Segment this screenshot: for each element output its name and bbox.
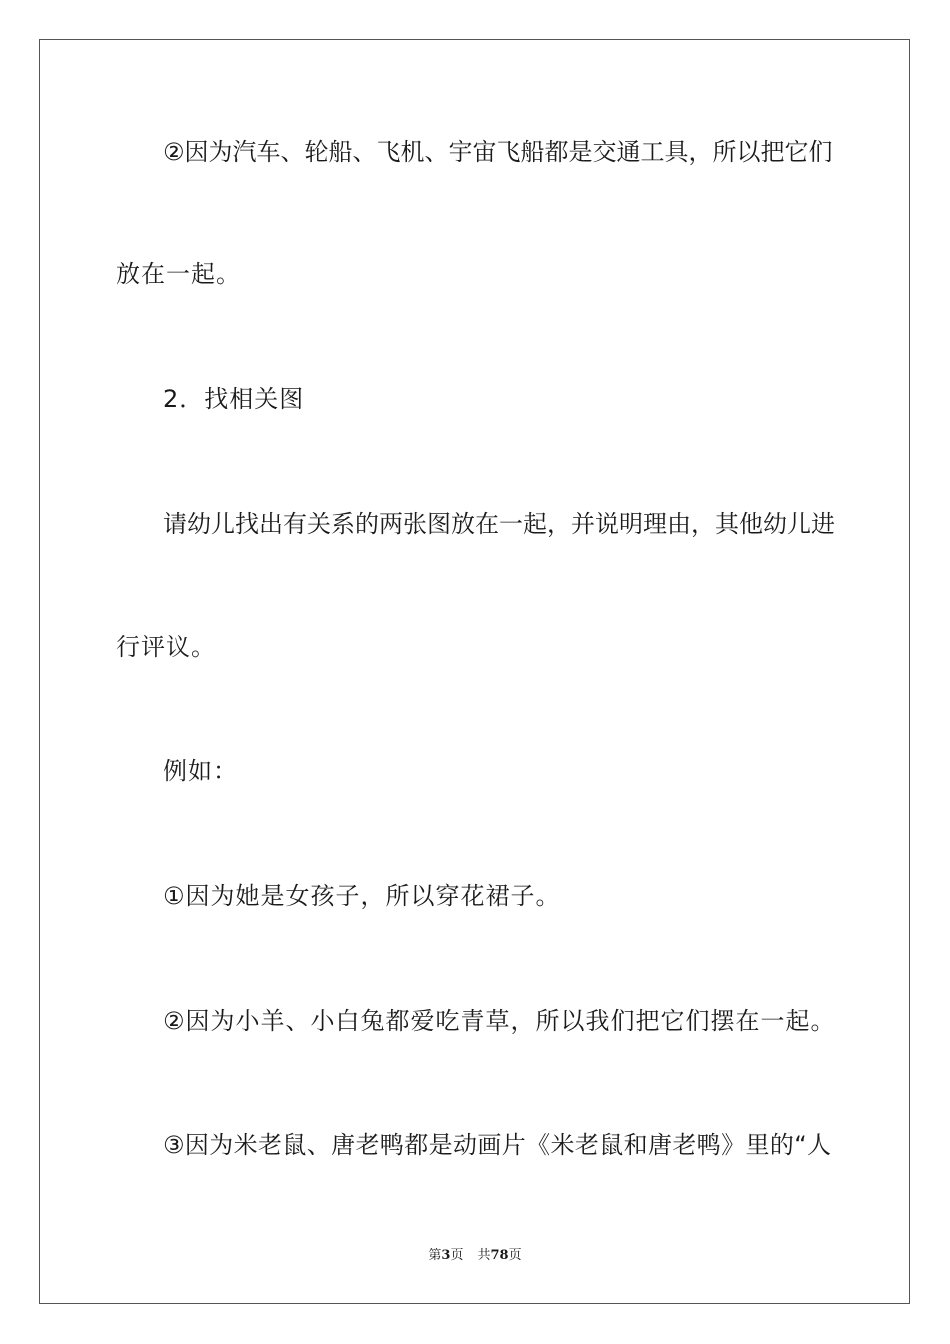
footer-total-number: 78 bbox=[490, 1248, 509, 1263]
page-footer bbox=[0, 1247, 950, 1265]
list-item: ②因为小羊、小白兔都爱吃青草，所以我们把它们摆在一起。 bbox=[163, 1007, 836, 1035]
footer-total-prefix: 共 bbox=[477, 1248, 491, 1263]
list-item: ③因为米老鼠、唐老鸭都是动画片《米老鼠和唐老鸭》里的“人 bbox=[163, 1131, 831, 1159]
paragraph-line: 放在一起。 bbox=[116, 260, 241, 288]
footer-page-suffix: 页 bbox=[450, 1248, 464, 1263]
section-heading: 2．找相关图 bbox=[163, 385, 305, 413]
paragraph-line: ②因为汽车、轮船、飞机、宇宙飞船都是交通工具，所以把它们 bbox=[163, 138, 833, 166]
list-item: ①因为她是女孩子，所以穿花裙子。 bbox=[163, 882, 561, 910]
paragraph-line: 例如： bbox=[163, 757, 238, 785]
page-border bbox=[39, 39, 910, 1304]
paragraph-line: 请幼儿找出有关系的两张图放在一起，并说明理由，其他幼儿进 bbox=[163, 510, 835, 538]
paragraph-line: 行评议。 bbox=[116, 633, 216, 661]
footer-total-suffix: 页 bbox=[508, 1248, 522, 1263]
footer-page-number: 3 bbox=[441, 1248, 451, 1263]
footer-page-prefix: 第 bbox=[428, 1248, 442, 1263]
